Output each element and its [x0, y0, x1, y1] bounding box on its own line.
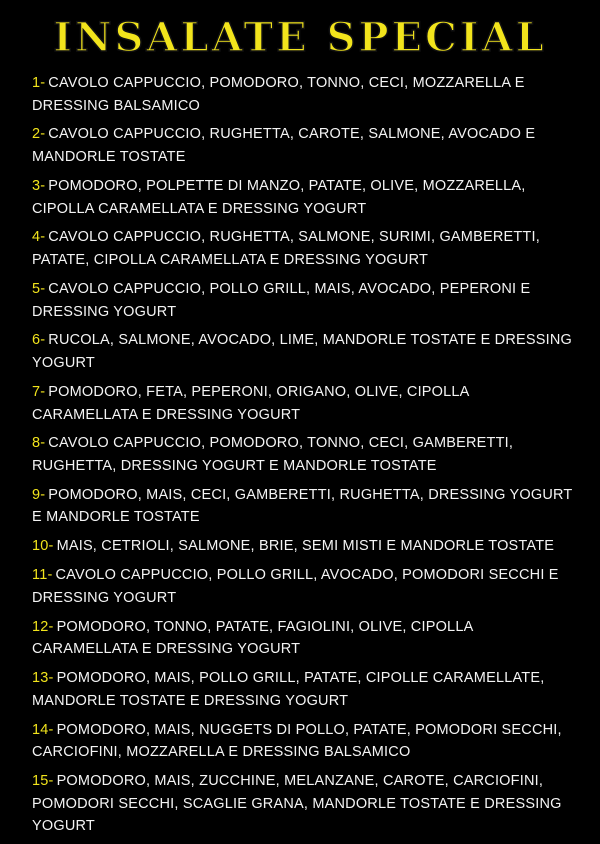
item-description: CAVOLO CAPPUCCIO, POLLO GRILL, AVOCADO, POMODORI SECCHI E DRESSING YOGURT	[32, 567, 559, 606]
item-description: POMODORO, FETA, PEPERONI, ORIGANO, OLIVE, CIPOLLA CARAMELLATA E DRESSING YOGURT	[32, 383, 469, 423]
list-item	[32, 381, 577, 426]
item-description: MAIS, CETRIOLI, SALMONE, BRIE, SEMI MISTI E MANDORLE TOSTATE	[56, 538, 555, 555]
list-item	[32, 667, 577, 712]
item-number: 5-	[32, 280, 46, 297]
item-description: POMODORO, MAIS, CECI, GAMBERETTI, RUGHETTA, DRESSING YOGURT E MANDORLE TOSTATE	[32, 486, 573, 526]
item-description: CAVOLO CAPPUCCIO, POMODORO, TONNO, CECI, MOZZARELLA E DRESSING BALSAMICO	[32, 75, 525, 114]
item-number: 8-	[32, 435, 46, 452]
item-number: 6-	[32, 332, 46, 349]
item-number: 4-	[32, 229, 46, 246]
item-number: 12-	[32, 618, 54, 635]
list-item	[32, 484, 577, 529]
list-item	[32, 72, 577, 117]
item-number: 11-	[32, 567, 53, 584]
item-number: 3-	[32, 177, 46, 194]
title-area	[0, 8, 600, 68]
item-number: 13-	[32, 670, 54, 687]
item-number: 2-	[32, 126, 46, 143]
list-item	[32, 329, 577, 374]
item-number: 15-	[32, 773, 54, 790]
item-description: CAVOLO CAPPUCCIO, POMODORO, TONNO, CECI, GAMBERETTI, RUGHETTA, DRESSING YOGURT E MANDORLE TOSTATE	[32, 435, 514, 474]
item-description: POMODORO, MAIS, ZUCCHINE, MELANZANE, CAROTE, CARCIOFINI, POMODORI SECCHI, SCAGLIE GRANA, MANDORLE TOSTATE E DRESSING YOGURT	[32, 773, 562, 835]
item-description: CAVOLO CAPPUCCIO, RUGHETTA, SALMONE, SURIMI, GAMBERETTI, PATATE, CIPOLLA CARAMELLATA E DRESSING YOGURT	[32, 229, 540, 269]
list-item	[32, 278, 577, 323]
item-description: CAVOLO CAPPUCCIO, RUGHETTA, CAROTE, SALMONE, AVOCADO E MANDORLE TOSTATE	[32, 126, 536, 166]
salad-list	[32, 72, 577, 844]
item-number: 7-	[32, 383, 46, 400]
list-item	[32, 175, 577, 220]
page-title: INSALATE SPECIAL	[53, 14, 547, 61]
item-number: 10-	[32, 538, 54, 555]
list-item	[32, 564, 577, 609]
item-description: POMODORO, MAIS, NUGGETS DI POLLO, PATATE, POMODORI SECCHI, CARCIOFINI, MOZZARELLA E DRESSING BALSAMICO	[32, 721, 562, 761]
list-item	[32, 719, 577, 764]
list-item	[32, 432, 577, 477]
item-description: POMODORO, MAIS, POLLO GRILL, PATATE, CIPOLLE CARAMELLATE, MANDORLE TOSTATE E DRESSING YOGURT	[32, 670, 545, 709]
item-description: RUCOLA, SALMONE, AVOCADO, LIME, MANDORLE TOSTATE E DRESSING YOGURT	[32, 332, 573, 372]
list-item	[32, 123, 577, 168]
list-item	[32, 226, 577, 271]
list-item	[32, 616, 577, 661]
item-description: POMODORO, POLPETTE DI MANZO, PATATE, OLIVE, MOZZARELLA, CIPOLLA CARAMELLATA E DRESSING YOGURT	[32, 177, 526, 217]
item-number: 9-	[32, 486, 46, 503]
list-item	[32, 770, 577, 838]
item-number: 1-	[32, 75, 46, 91]
item-number: 14-	[32, 721, 54, 738]
item-description: CAVOLO CAPPUCCIO, POLLO GRILL, MAIS, AVOCADO, PEPERONI E DRESSING YOGURT	[32, 280, 531, 320]
list-item	[32, 535, 577, 558]
item-description: POMODORO, TONNO, PATATE, FAGIOLINI, OLIVE, CIPOLLA CARAMELLATA E DRESSING YOGURT	[32, 618, 473, 658]
